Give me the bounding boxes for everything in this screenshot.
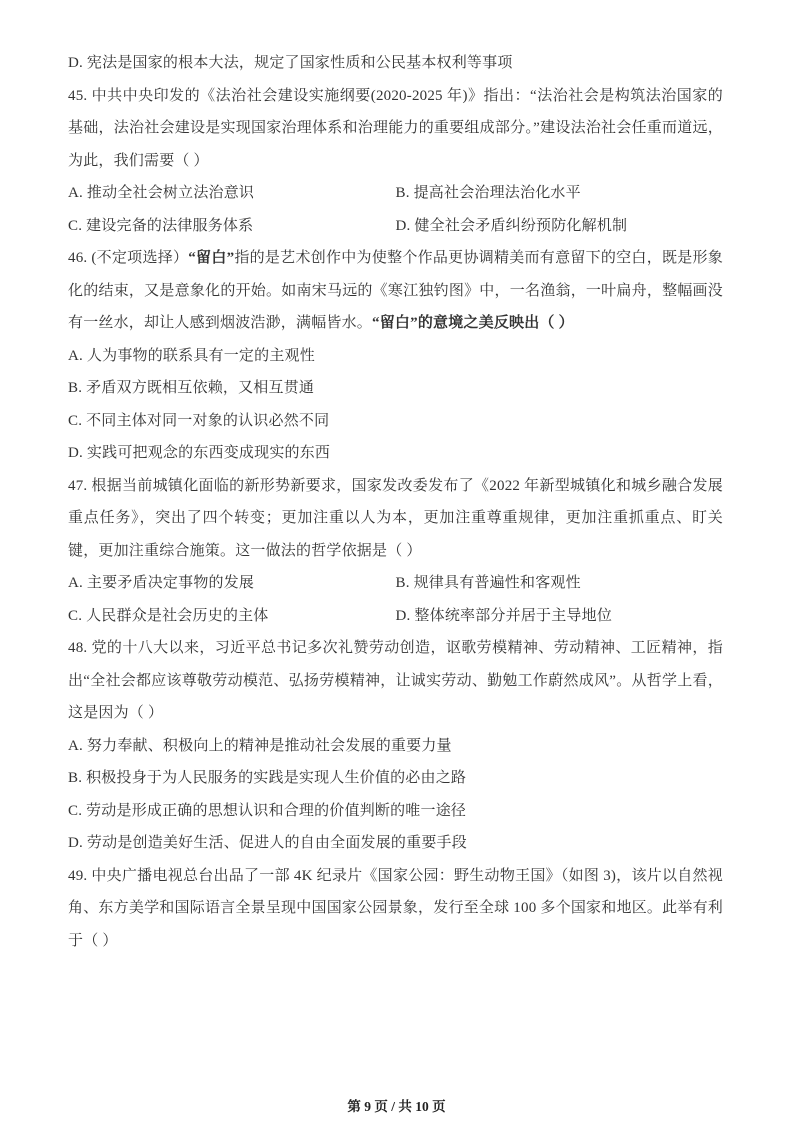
- option-b: B. 提高社会治理法治化水平: [395, 185, 581, 201]
- question-stem: 45. 中共中央印发的《法治社会建设实施纲要(2020-2025 年)》指出：“法治社会是构筑法治国家的基础，法治社会建设是实现国家治理体系和治理能力的重要组成部分。”建设法治社会任重而道远，为此，我们需要（ ）: [68, 87, 723, 169]
- option-c: C. 劳动是形成正确的思想认识和合理的价值判断的唯一途径: [68, 802, 467, 819]
- question-options: [68, 567, 723, 632]
- question-stem: 49. 中央广播电视总台出品了一部 4K 纪录片《国家公园：野生动物王国》（如图 3)，该片以自然视角、东方美学和国际语言全景呈现中国国家公园景象，发行至全球 100 多个国家和地区。此举有利于（ ）: [68, 867, 723, 949]
- option-c: C. 人民群众是社会历史的主体: [68, 607, 269, 624]
- option-c: C. 建设完备的法律服务体系: [68, 217, 254, 234]
- stem-segment: 46. (不定项选择）: [68, 250, 189, 266]
- option-d: D. 健全社会矛盾纠纷预防化解机制: [395, 217, 628, 234]
- option-a: A. 努力奉献、积极向上的精神是推动社会发展的重要力量: [68, 737, 452, 754]
- option-a: A. 推动全社会树立法治意识: [68, 185, 255, 201]
- question-47: [68, 470, 723, 633]
- stem-segment: 指的是艺术创作中为使整个作品更协调精美而有意留下的空白，既是形象化的结束，又是意象化的开始。如南宋马远的《寒江独钓图》中，一名渔翁，一叶扁舟，整幅画没有一丝水，却让人感到烟波浩渺，满幅皆水。: [68, 250, 723, 331]
- option-d: D. 整体统率部分并居于主导地位: [395, 607, 613, 624]
- question-options: [68, 340, 723, 470]
- option-a: A. 主要矛盾决定事物的发展: [68, 575, 255, 591]
- stem-segment-bold: “留白”的意境之美反映出（ ）: [372, 315, 574, 331]
- question-stem: 48. 党的十八大以来，习近平总书记多次礼赞劳动创造，讴歌劳模精神、劳动精神、工匠精神，指出“全社会都应该尊敬劳动模范、弘扬劳模精神，让诚实劳动、勤勉工作蔚然成风”。从哲学上看，这是因为（ ）: [68, 640, 723, 721]
- question-49: [68, 860, 723, 958]
- option-a: A. 人为事物的联系具有一定的主观性: [68, 347, 315, 364]
- option-b: B. 规律具有普遍性和客观性: [395, 575, 581, 591]
- question-46: [68, 242, 723, 470]
- page-footer: 第 9 页 / 共 10 页: [347, 1099, 446, 1114]
- question-45: [68, 80, 723, 243]
- question-stem: 47. 根据当前城镇化面临的新形势新要求，国家发改委发布了《2022 年新型城镇化和城乡融合发展重点任务》，突出了四个转变；更加注重以人为本，更加注重尊重规律，更加注重抓重点、盯关键，更加注重综合施策。这一做法的哲学依据是（ ）: [68, 477, 723, 559]
- question-options: [68, 177, 723, 242]
- question-options: [68, 730, 723, 860]
- question-48: [68, 632, 723, 860]
- option-b: B. 矛盾双方既相互依赖，又相互贯通: [68, 380, 315, 396]
- option-b: B. 积极投身于为人民服务的实践是实现人生价值的必由之路: [68, 770, 467, 786]
- leftover-option-line: D. 宪法是国家的根本大法，规定了国家性质和公民基本权利等事项: [68, 55, 513, 71]
- question-stem: [68, 242, 723, 340]
- option-d: D. 实践可把观念的东西变成现实的东西: [68, 445, 331, 461]
- page-content: [68, 47, 723, 957]
- stem-segment-bold: “留白”: [188, 250, 235, 266]
- option-d: D. 劳动是创造美好生活、促进人的自由全面发展的重要手段: [68, 835, 467, 851]
- option-c: C. 不同主体对同一对象的认识必然不同: [68, 412, 330, 429]
